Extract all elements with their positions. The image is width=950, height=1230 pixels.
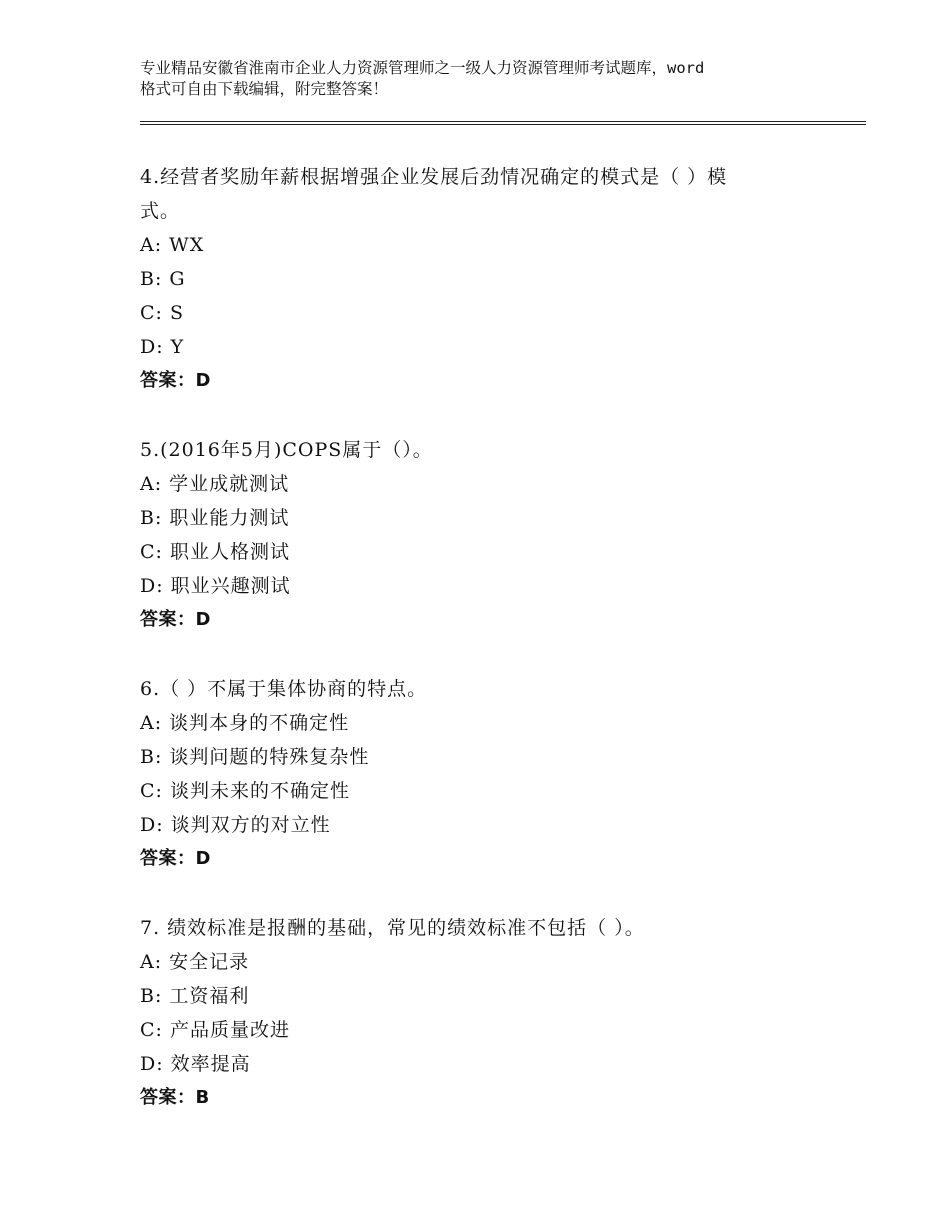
option-c: C: 产品质量改进 [140,1019,290,1041]
question-stem: 7. 绩效标准是报酬的基础，常见的绩效标准不包括（ ）。 [140,917,645,939]
header-line-1: 专业精品安徽省淮南市企业人力资源管理师之一级人力资源管理师考试题库，word [140,59,705,77]
option-a: A: WX [140,234,205,256]
option-b: B: 工资福利 [140,985,250,1007]
question-6 [140,672,800,876]
option-d: D: 效率提高 [140,1053,251,1075]
document-header [140,58,840,100]
answer-label: 答案：D [140,848,211,869]
option-d: D: 谈判双方的对立性 [140,814,331,836]
header-divider-top [140,121,866,122]
header-divider-bottom [140,124,866,125]
option-b: B: 谈判问题的特殊复杂性 [140,746,370,768]
question-stem: 4.经营者奖励年薪根据增强企业发展后劲情况确定的模式是（ ）模 [140,166,728,188]
option-d: D: 职业兴趣测试 [140,575,291,597]
question-5 [140,433,800,637]
question-4 [140,160,800,398]
option-a: A: 谈判本身的不确定性 [140,712,350,734]
option-d: D: Y [140,336,185,358]
question-7 [140,911,800,1115]
option-a: A: 安全记录 [140,951,250,973]
option-c: C: 谈判未来的不确定性 [140,780,350,802]
option-a: A: 学业成就测试 [140,473,290,495]
question-stem-continued: 式。 [140,200,181,222]
answer-label: 答案：B [140,1087,210,1108]
question-stem: 5.(2016年5月)COPS属于（）。 [140,439,433,461]
option-c: C: S [140,302,184,324]
option-c: C: 职业人格测试 [140,541,290,563]
header-line-2: 格式可自由下载编辑，附完整答案！ [140,80,389,98]
option-b: B: 职业能力测试 [140,507,290,529]
answer-label: 答案：D [140,609,211,630]
answer-label: 答案：D [140,370,211,391]
question-stem: 6.（ ）不属于集体协商的特点。 [140,678,428,700]
option-b: B: G [140,268,186,290]
